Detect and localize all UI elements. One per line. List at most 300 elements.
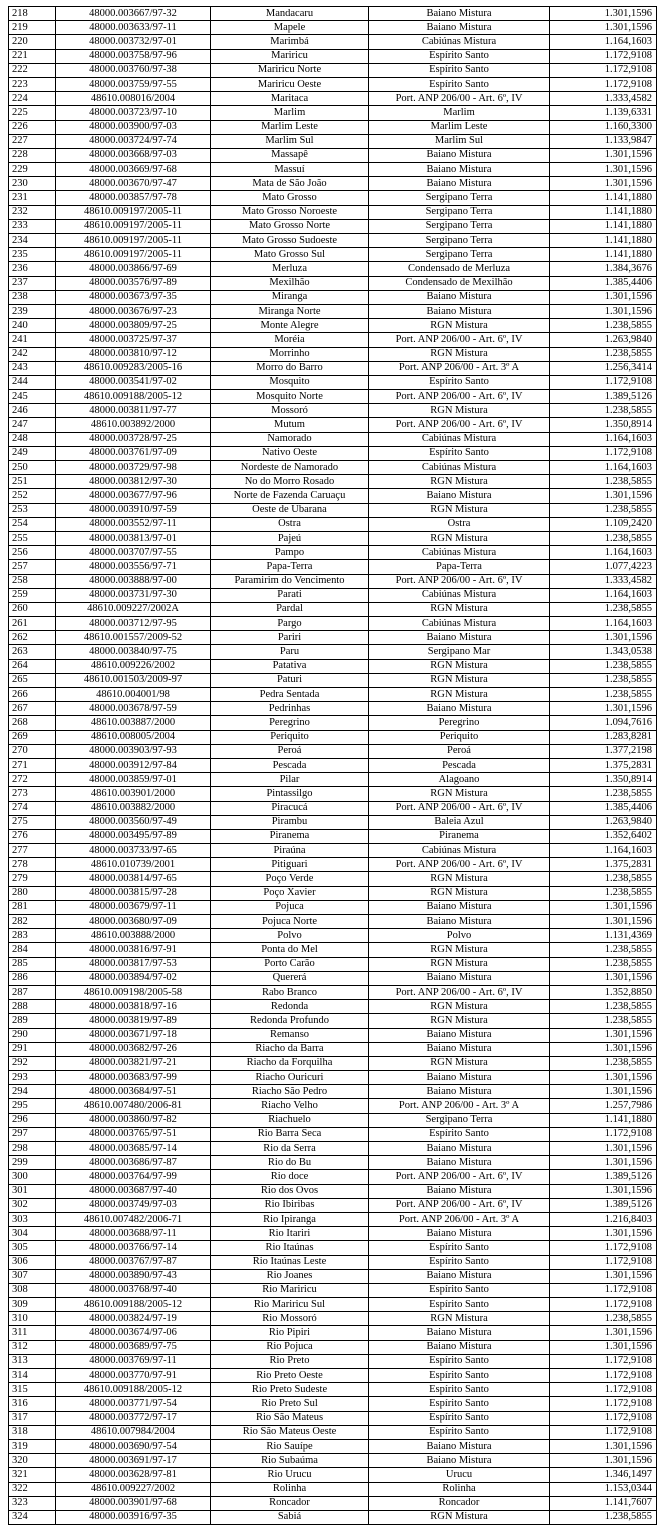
process-number: 48000.003686/97-87 xyxy=(56,1156,211,1170)
field-name: Rio Joanes xyxy=(211,1269,369,1283)
reference-oil: Espírito Santo xyxy=(369,1397,550,1411)
reference-oil: Port. ANP 206/00 - Art. 6º, IV xyxy=(369,574,550,588)
price-value: 1.389,5126 xyxy=(550,390,657,404)
field-name: Pargo xyxy=(211,617,369,631)
process-number: 48000.003761/97-09 xyxy=(56,446,211,460)
row-number: 224 xyxy=(9,92,56,106)
process-number: 48610.009198/2005-58 xyxy=(56,985,211,999)
field-name: Piranema xyxy=(211,829,369,843)
table-row xyxy=(9,1383,657,1397)
field-name: Mata de São João xyxy=(211,177,369,191)
process-number: 48000.003707/97-55 xyxy=(56,546,211,560)
reference-oil: Piranema xyxy=(369,829,550,843)
price-value: 1.301,1596 xyxy=(550,1227,657,1241)
price-value: 1.077,4223 xyxy=(550,560,657,574)
table-row xyxy=(9,957,657,971)
reference-oil: Espírito Santo xyxy=(369,1425,550,1439)
reference-oil: RGN Mistura xyxy=(369,886,550,900)
price-value: 1.384,3676 xyxy=(550,262,657,276)
process-number: 48000.003824/97-19 xyxy=(56,1312,211,1326)
price-value: 1.238,5855 xyxy=(550,531,657,545)
table-row xyxy=(9,276,657,290)
reference-oil: RGN Mistura xyxy=(369,787,550,801)
reference-oil: Baiano Mistura xyxy=(369,1340,550,1354)
price-value: 1.094,7616 xyxy=(550,716,657,730)
table-row xyxy=(9,1142,657,1156)
row-number: 252 xyxy=(9,489,56,503)
process-number: 48000.003770/97-91 xyxy=(56,1369,211,1383)
field-name: Rio Urucu xyxy=(211,1468,369,1482)
row-number: 223 xyxy=(9,77,56,91)
row-number: 228 xyxy=(9,148,56,162)
field-name: Rio Preto Sudeste xyxy=(211,1383,369,1397)
price-value: 1.141,1880 xyxy=(550,191,657,205)
price-value: 1.172,9108 xyxy=(550,1283,657,1297)
row-number: 231 xyxy=(9,191,56,205)
field-name: Rio Preto xyxy=(211,1354,369,1368)
table-row xyxy=(9,1255,657,1269)
process-number: 48610.010739/2001 xyxy=(56,858,211,872)
field-name: Mato Grosso Sudoeste xyxy=(211,234,369,248)
row-number: 256 xyxy=(9,546,56,560)
row-number: 307 xyxy=(9,1269,56,1283)
reference-oil: RGN Mistura xyxy=(369,1000,550,1014)
field-name: Mosquito xyxy=(211,375,369,389)
price-value: 1.256,3414 xyxy=(550,361,657,375)
price-value: 1.343,0538 xyxy=(550,645,657,659)
price-value: 1.301,1596 xyxy=(550,177,657,191)
process-number: 48000.003684/97-51 xyxy=(56,1085,211,1099)
field-name: Pedra Sentada xyxy=(211,688,369,702)
price-value: 1.301,1596 xyxy=(550,163,657,177)
field-name: Marlim xyxy=(211,106,369,120)
table-row xyxy=(9,1369,657,1383)
process-number: 48000.003811/97-77 xyxy=(56,404,211,418)
field-name: Piraúna xyxy=(211,844,369,858)
field-name: Oeste de Ubarana xyxy=(211,503,369,517)
process-number: 48610.009283/2005-16 xyxy=(56,361,211,375)
process-number: 48000.003888/97-00 xyxy=(56,574,211,588)
table-row xyxy=(9,631,657,645)
table-row xyxy=(9,35,657,49)
process-number: 48000.003818/97-16 xyxy=(56,1000,211,1014)
reference-oil: Sergipano Terra xyxy=(369,234,550,248)
process-number: 48610.007480/2006-81 xyxy=(56,1099,211,1113)
process-number: 48000.003900/97-03 xyxy=(56,120,211,134)
row-number: 285 xyxy=(9,957,56,971)
field-name: Rio dos Ovos xyxy=(211,1184,369,1198)
process-number: 48610.009226/2002 xyxy=(56,659,211,673)
reference-oil: Espírito Santo xyxy=(369,1383,550,1397)
field-name: Patativa xyxy=(211,659,369,673)
process-number: 48000.003733/97-65 xyxy=(56,844,211,858)
process-number: 48000.003769/97-11 xyxy=(56,1354,211,1368)
reference-oil: RGN Mistura xyxy=(369,319,550,333)
price-value: 1.257,7986 xyxy=(550,1099,657,1113)
table-row xyxy=(9,503,657,517)
process-number: 48610.009197/2005-11 xyxy=(56,248,211,262)
table-row xyxy=(9,304,657,318)
field-name: Mato Grosso Noroeste xyxy=(211,205,369,219)
field-name: Rio Sauípe xyxy=(211,1439,369,1453)
field-name: Quererá xyxy=(211,971,369,985)
row-number: 230 xyxy=(9,177,56,191)
table-row xyxy=(9,219,657,233)
row-number: 243 xyxy=(9,361,56,375)
process-number: 48610.003882/2000 xyxy=(56,801,211,815)
row-number: 244 xyxy=(9,375,56,389)
row-number: 229 xyxy=(9,163,56,177)
process-number: 48000.003764/97-99 xyxy=(56,1170,211,1184)
reference-oil: RGN Mistura xyxy=(369,347,550,361)
price-value: 1.216,8403 xyxy=(550,1212,657,1226)
row-number: 280 xyxy=(9,886,56,900)
row-number: 293 xyxy=(9,1071,56,1085)
row-number: 253 xyxy=(9,503,56,517)
price-value: 1.263,9840 xyxy=(550,815,657,829)
field-name: Mato Grosso Norte xyxy=(211,219,369,233)
reference-oil: Cabiúnas Mistura xyxy=(369,432,550,446)
price-value: 1.109,2420 xyxy=(550,517,657,531)
reference-oil: Espírito Santo xyxy=(369,375,550,389)
reference-oil: Baiano Mistura xyxy=(369,1142,550,1156)
process-number: 48000.003677/97-96 xyxy=(56,489,211,503)
table-row xyxy=(9,319,657,333)
table-row xyxy=(9,1014,657,1028)
price-value: 1.385,4406 xyxy=(550,276,657,290)
field-name: Moréia xyxy=(211,333,369,347)
row-number: 298 xyxy=(9,1142,56,1156)
process-number: 48000.003749/97-03 xyxy=(56,1198,211,1212)
process-number: 48610.009227/2002 xyxy=(56,1482,211,1496)
reference-oil: Papa-Terra xyxy=(369,560,550,574)
field-name: Mossoró xyxy=(211,404,369,418)
price-value: 1.172,9108 xyxy=(550,1397,657,1411)
price-value: 1.301,1596 xyxy=(550,1028,657,1042)
field-name: Pardal xyxy=(211,602,369,616)
price-value: 1.172,9108 xyxy=(550,1127,657,1141)
table-row xyxy=(9,1269,657,1283)
process-number: 48610.001503/2009-97 xyxy=(56,673,211,687)
row-number: 299 xyxy=(9,1156,56,1170)
row-number: 251 xyxy=(9,475,56,489)
process-number: 48610.007482/2006-71 xyxy=(56,1212,211,1226)
process-number: 48000.003723/97-10 xyxy=(56,106,211,120)
row-number: 295 xyxy=(9,1099,56,1113)
row-number: 291 xyxy=(9,1042,56,1056)
table-row xyxy=(9,602,657,616)
row-number: 242 xyxy=(9,347,56,361)
process-number: 48000.003765/97-51 xyxy=(56,1127,211,1141)
table-row xyxy=(9,106,657,120)
process-number: 48000.003556/97-71 xyxy=(56,560,211,574)
price-value: 1.141,7607 xyxy=(550,1496,657,1510)
row-number: 284 xyxy=(9,943,56,957)
price-value: 1.133,9847 xyxy=(550,134,657,148)
price-value: 1.238,5855 xyxy=(550,886,657,900)
row-number: 318 xyxy=(9,1425,56,1439)
process-number: 48000.003890/97-43 xyxy=(56,1269,211,1283)
field-name: Remanso xyxy=(211,1028,369,1042)
field-name: Ostra xyxy=(211,517,369,531)
row-number: 238 xyxy=(9,290,56,304)
row-number: 259 xyxy=(9,588,56,602)
table-row xyxy=(9,432,657,446)
field-name: Rio Ibiribas xyxy=(211,1198,369,1212)
field-name: Rio Itariri xyxy=(211,1227,369,1241)
reference-oil: Baiano Mistura xyxy=(369,148,550,162)
process-number: 48610.008016/2004 xyxy=(56,92,211,106)
table-row xyxy=(9,574,657,588)
reference-oil: Baiano Mistura xyxy=(369,1454,550,1468)
price-value: 1.301,1596 xyxy=(550,7,657,21)
field-name: Rio Preto Sul xyxy=(211,1397,369,1411)
reference-oil: Baiano Mistura xyxy=(369,1071,550,1085)
row-number: 310 xyxy=(9,1312,56,1326)
process-number: 48000.003669/97-68 xyxy=(56,163,211,177)
price-value: 1.301,1596 xyxy=(550,290,657,304)
price-value: 1.238,5855 xyxy=(550,787,657,801)
table-row xyxy=(9,659,657,673)
price-value: 1.301,1596 xyxy=(550,1156,657,1170)
process-number: 48000.003633/97-11 xyxy=(56,21,211,35)
table-row xyxy=(9,475,657,489)
price-value: 1.346,1497 xyxy=(550,1468,657,1482)
price-value: 1.283,8281 xyxy=(550,730,657,744)
process-number: 48000.003815/97-28 xyxy=(56,886,211,900)
table-row xyxy=(9,1212,657,1226)
reference-oil: Sergipano Terra xyxy=(369,248,550,262)
field-name: Rolinha xyxy=(211,1482,369,1496)
price-value: 1.172,9108 xyxy=(550,446,657,460)
price-value: 1.377,2198 xyxy=(550,744,657,758)
reference-oil: Port. ANP 206/00 - Art. 6º, IV xyxy=(369,1198,550,1212)
process-number: 48000.003814/97-65 xyxy=(56,872,211,886)
row-number: 220 xyxy=(9,35,56,49)
field-name: Parati xyxy=(211,588,369,602)
row-number: 317 xyxy=(9,1411,56,1425)
price-value: 1.172,9108 xyxy=(550,1411,657,1425)
reference-oil: Baiano Mistura xyxy=(369,1085,550,1099)
table-row xyxy=(9,1326,657,1340)
row-number: 246 xyxy=(9,404,56,418)
row-number: 277 xyxy=(9,844,56,858)
price-value: 1.238,5855 xyxy=(550,1312,657,1326)
row-number: 226 xyxy=(9,120,56,134)
table-row xyxy=(9,730,657,744)
row-number: 302 xyxy=(9,1198,56,1212)
reference-oil: Condensado de Merluza xyxy=(369,262,550,276)
table-row xyxy=(9,1000,657,1014)
price-value: 1.172,9108 xyxy=(550,1298,657,1312)
price-value: 1.301,1596 xyxy=(550,1184,657,1198)
row-number: 254 xyxy=(9,517,56,531)
field-name: Miranga Norte xyxy=(211,304,369,318)
process-number: 48610.003888/2000 xyxy=(56,929,211,943)
table-row xyxy=(9,943,657,957)
process-number: 48000.003670/97-47 xyxy=(56,177,211,191)
field-name: Pajeú xyxy=(211,531,369,545)
process-number: 48000.003685/97-14 xyxy=(56,1142,211,1156)
reference-oil: Baiano Mistura xyxy=(369,1042,550,1056)
field-name: Merluza xyxy=(211,262,369,276)
row-number: 219 xyxy=(9,21,56,35)
process-number: 48000.003673/97-35 xyxy=(56,290,211,304)
row-number: 262 xyxy=(9,631,56,645)
price-value: 1.164,1603 xyxy=(550,588,657,602)
reference-oil: Baiano Mistura xyxy=(369,1156,550,1170)
table-row xyxy=(9,347,657,361)
reference-oil: Baiano Mistura xyxy=(369,304,550,318)
process-number: 48000.003576/97-89 xyxy=(56,276,211,290)
row-number: 308 xyxy=(9,1283,56,1297)
field-name: Redonda xyxy=(211,1000,369,1014)
process-number: 48000.003766/97-14 xyxy=(56,1241,211,1255)
price-value: 1.131,4369 xyxy=(550,929,657,943)
table-row xyxy=(9,758,657,772)
process-number: 48000.003771/97-54 xyxy=(56,1397,211,1411)
price-value: 1.301,1596 xyxy=(550,21,657,35)
field-name: Periquito xyxy=(211,730,369,744)
reference-oil: Polvo xyxy=(369,929,550,943)
table-row xyxy=(9,1099,657,1113)
field-name: Paramirim do Vencimento xyxy=(211,574,369,588)
table-row xyxy=(9,134,657,148)
row-number: 314 xyxy=(9,1369,56,1383)
table-row xyxy=(9,1468,657,1482)
field-name: Riachuelo xyxy=(211,1113,369,1127)
table-row xyxy=(9,801,657,815)
price-value: 1.238,5855 xyxy=(550,602,657,616)
price-value: 1.238,5855 xyxy=(550,943,657,957)
table-row xyxy=(9,1085,657,1099)
process-number: 48000.003894/97-02 xyxy=(56,971,211,985)
price-value: 1.350,8914 xyxy=(550,418,657,432)
reference-oil: Espírito Santo xyxy=(369,1283,550,1297)
process-number: 48000.003813/97-01 xyxy=(56,531,211,545)
field-name: Piracucá xyxy=(211,801,369,815)
row-number: 263 xyxy=(9,645,56,659)
reference-oil: Baiano Mistura xyxy=(369,1439,550,1453)
reference-oil: Baiano Mistura xyxy=(369,290,550,304)
field-name: Rabo Branco xyxy=(211,985,369,999)
reference-oil: Baiano Mistura xyxy=(369,1326,550,1340)
row-number: 297 xyxy=(9,1127,56,1141)
field-name: Pariri xyxy=(211,631,369,645)
reference-oil: Baiano Mistura xyxy=(369,489,550,503)
table-row xyxy=(9,489,657,503)
field-name: Rio Pipiri xyxy=(211,1326,369,1340)
process-number: 48000.003688/97-11 xyxy=(56,1227,211,1241)
table-row xyxy=(9,900,657,914)
reference-oil: Baiano Mistura xyxy=(369,1184,550,1198)
row-number: 271 xyxy=(9,758,56,772)
field-name: Rio doce xyxy=(211,1170,369,1184)
field-name: Monte Alegre xyxy=(211,319,369,333)
price-value: 1.350,8914 xyxy=(550,773,657,787)
reference-oil: RGN Mistura xyxy=(369,1312,550,1326)
row-number: 319 xyxy=(9,1439,56,1453)
row-number: 321 xyxy=(9,1468,56,1482)
reference-oil: Cabiúnas Mistura xyxy=(369,461,550,475)
field-name: Pescada xyxy=(211,758,369,772)
reference-oil: Baiano Mistura xyxy=(369,7,550,21)
table-row xyxy=(9,1056,657,1070)
price-value: 1.164,1603 xyxy=(550,546,657,560)
price-value: 1.172,9108 xyxy=(550,1383,657,1397)
reference-oil: Peroá xyxy=(369,744,550,758)
process-number: 48000.003809/97-25 xyxy=(56,319,211,333)
process-number: 48000.003772/97-17 xyxy=(56,1411,211,1425)
reference-oil: Espírito Santo xyxy=(369,49,550,63)
reference-oil: RGN Mistura xyxy=(369,673,550,687)
price-value: 1.172,9108 xyxy=(550,77,657,91)
table-row xyxy=(9,446,657,460)
row-number: 290 xyxy=(9,1028,56,1042)
process-number: 48000.003731/97-30 xyxy=(56,588,211,602)
reference-oil: Port. ANP 206/00 - Art. 6º, IV xyxy=(369,801,550,815)
process-number: 48000.003729/97-98 xyxy=(56,461,211,475)
reference-oil: Sergipano Terra xyxy=(369,191,550,205)
process-number: 48610.008005/2004 xyxy=(56,730,211,744)
field-name: Nordeste de Namorado xyxy=(211,461,369,475)
field-name: Mato Grosso Sul xyxy=(211,248,369,262)
process-number: 48000.003903/97-93 xyxy=(56,744,211,758)
price-value: 1.238,5855 xyxy=(550,503,657,517)
process-number: 48000.003812/97-30 xyxy=(56,475,211,489)
reference-oil: RGN Mistura xyxy=(369,1510,550,1524)
price-value: 1.172,9108 xyxy=(550,1255,657,1269)
table-row xyxy=(9,1397,657,1411)
row-number: 241 xyxy=(9,333,56,347)
row-number: 250 xyxy=(9,461,56,475)
table-row xyxy=(9,1510,657,1524)
table-row xyxy=(9,844,657,858)
process-number: 48000.003712/97-95 xyxy=(56,617,211,631)
process-number: 48000.003628/97-81 xyxy=(56,1468,211,1482)
table-row xyxy=(9,517,657,531)
reference-oil: Urucu xyxy=(369,1468,550,1482)
price-value: 1.141,1880 xyxy=(550,205,657,219)
price-value: 1.238,5855 xyxy=(550,673,657,687)
reference-oil: Baiano Mistura xyxy=(369,971,550,985)
process-number: 48000.003821/97-21 xyxy=(56,1056,211,1070)
reference-oil: RGN Mistura xyxy=(369,1056,550,1070)
price-value: 1.352,8850 xyxy=(550,985,657,999)
reference-oil: Baiano Mistura xyxy=(369,177,550,191)
process-number: 48000.003691/97-17 xyxy=(56,1454,211,1468)
reference-oil: Baiano Mistura xyxy=(369,1028,550,1042)
reference-oil: Baiano Mistura xyxy=(369,1269,550,1283)
field-name: Peregrino xyxy=(211,716,369,730)
price-value: 1.164,1603 xyxy=(550,844,657,858)
row-number: 300 xyxy=(9,1170,56,1184)
table-row xyxy=(9,1241,657,1255)
field-name: Redonda Profundo xyxy=(211,1014,369,1028)
row-number: 273 xyxy=(9,787,56,801)
process-number: 48000.003817/97-53 xyxy=(56,957,211,971)
table-row xyxy=(9,205,657,219)
row-number: 255 xyxy=(9,531,56,545)
table-row xyxy=(9,1184,657,1198)
field-name: Norte de Fazenda Caruaçu xyxy=(211,489,369,503)
reference-oil: Cabiúnas Mistura xyxy=(369,546,550,560)
price-value: 1.301,1596 xyxy=(550,1439,657,1453)
process-number: 48610.009188/2005-12 xyxy=(56,390,211,404)
table-row xyxy=(9,1454,657,1468)
process-number: 48000.003840/97-75 xyxy=(56,645,211,659)
price-value: 1.141,1880 xyxy=(550,219,657,233)
